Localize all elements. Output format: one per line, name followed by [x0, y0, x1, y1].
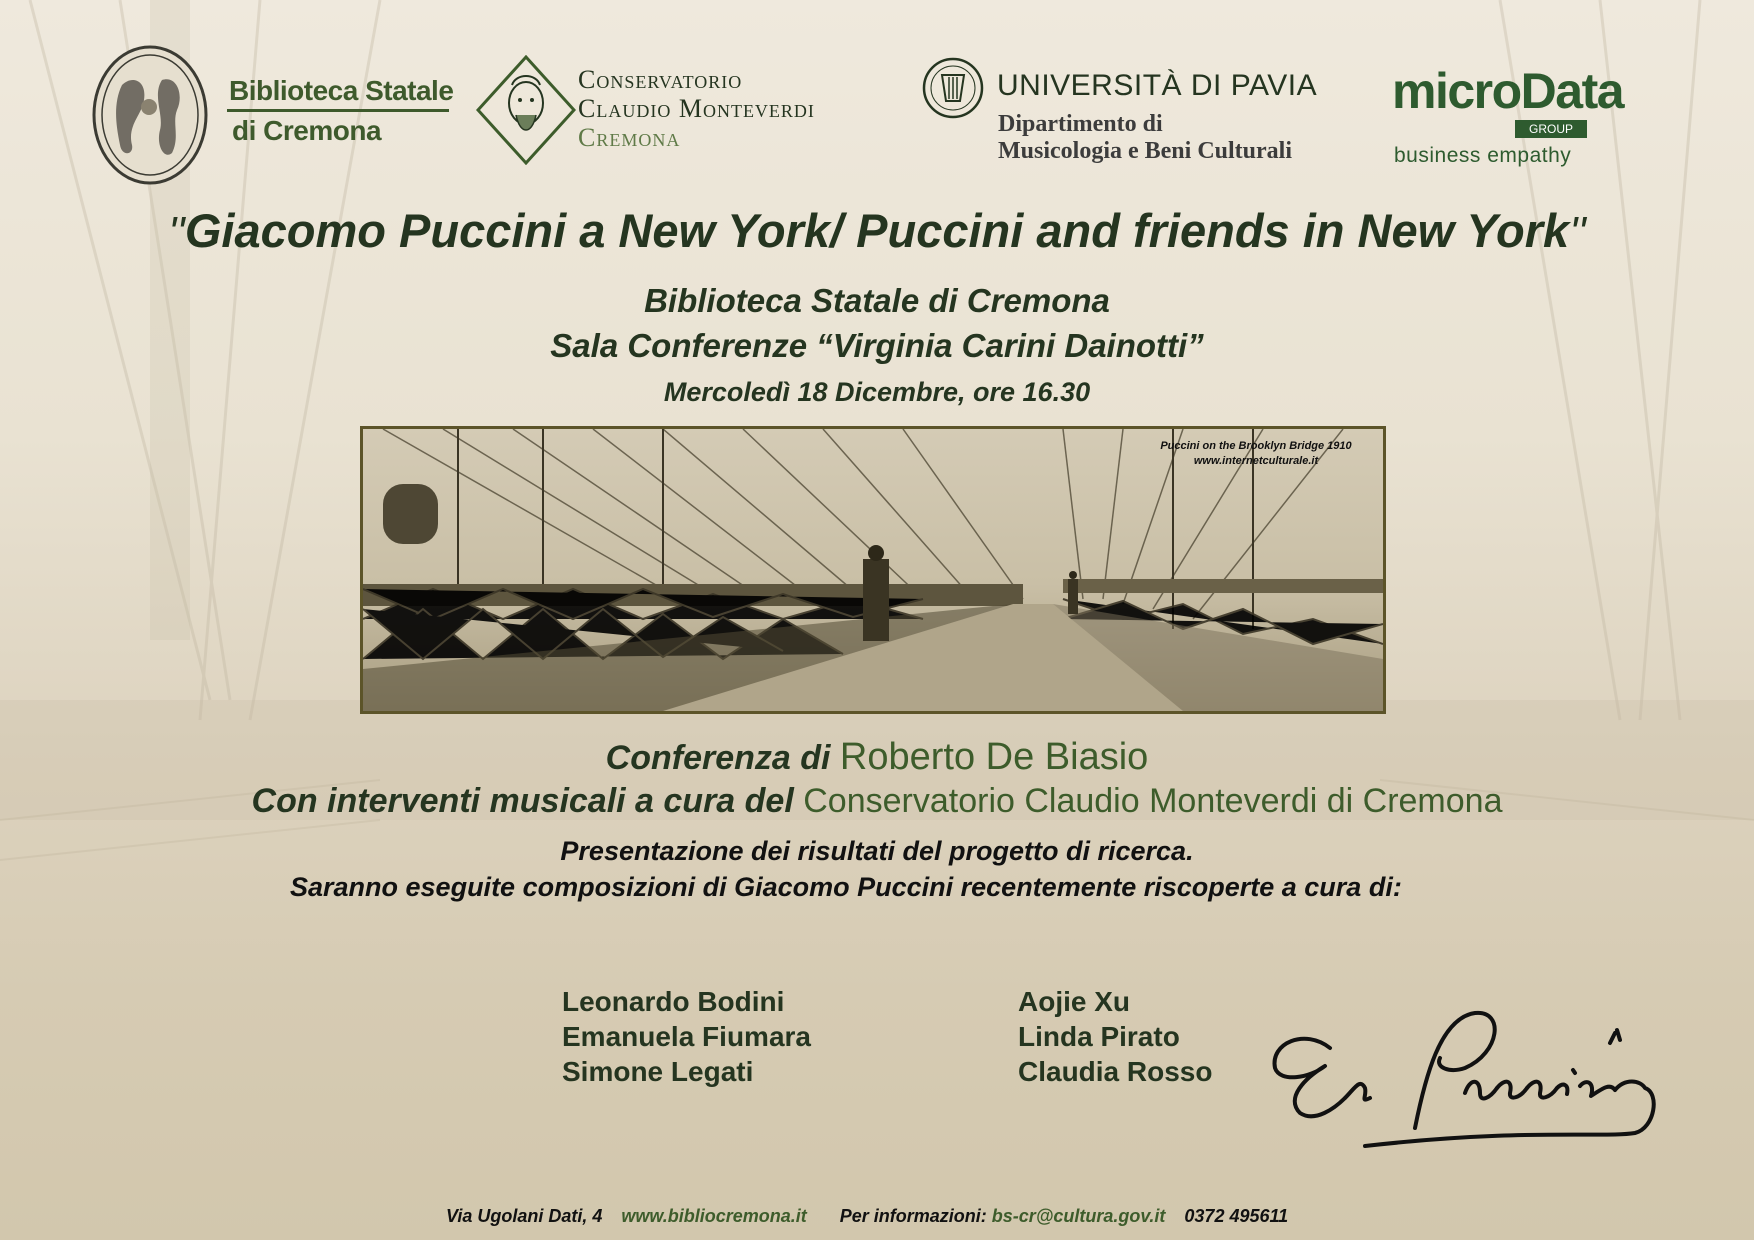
footer-phone: 0372 495611	[1184, 1206, 1289, 1226]
event-title-text: Giacomo Puccini a New York/ Puccini and friends in New York	[184, 204, 1570, 257]
photo-caption-line1: Puccini on the Brooklyn Bridge 1910	[1160, 440, 1352, 452]
conservatorio-line1: Conservatorio	[578, 65, 743, 94]
photo-caption	[1141, 439, 1371, 469]
title-quote-close: ''	[1569, 208, 1586, 257]
biblioteca-logo	[92, 45, 452, 190]
performer-name: Claudia Rosso	[1018, 1056, 1213, 1087]
performer-name: Aojie Xu	[1018, 986, 1131, 1017]
conservatorio-logo	[476, 55, 876, 175]
pavia-dept-line1: Dipartimento di	[998, 111, 1163, 137]
venue-line1: Biblioteca Statale di Cremona	[644, 282, 1110, 319]
compositions-line: Saranno eseguite composizioni di Giacomo Puccini recentemente riscoperte a cura di:	[290, 872, 1402, 902]
venue-line2: Sala Conferenze “Virginia Carini Dainotti”	[550, 327, 1204, 364]
speaker-name: Roberto De Biasio	[839, 736, 1149, 778]
event-title	[0, 203, 1754, 258]
music-organization: Conservatorio Claudio Monteverdi di Cremona	[803, 782, 1503, 820]
performers-right	[1018, 984, 1212, 1089]
event-datetime: Mercoledì 18 Dicembre, ore 16.30	[663, 377, 1091, 407]
conservatorio-line2: Claudio Monteverdi	[578, 94, 815, 123]
microdata-group-badge: GROUP	[1515, 120, 1587, 138]
puccini-signature-icon	[1265, 998, 1715, 1158]
biblioteca-name-line2: di Cremona	[232, 115, 382, 146]
pavia-dept-line2: Musicologia e Beni Culturali	[998, 138, 1292, 164]
performer-name: Emanuela Fiumara	[562, 1021, 811, 1052]
title-quote-open: ''	[168, 208, 185, 257]
biblioteca-rule	[227, 109, 449, 112]
microdata-tagline: business empathy	[1394, 144, 1572, 167]
photo-caption-line2: www.internetculturale.it	[1193, 455, 1319, 467]
biblioteca-seal-icon	[92, 45, 212, 185]
bridge-photo-illustration	[363, 429, 1383, 711]
pavia-seal-icon	[922, 57, 984, 119]
pavia-university-name: UNIVERSITÀ DI PAVIA	[997, 69, 1318, 102]
footer-website-link[interactable]: www.bibliocremona.it	[621, 1206, 807, 1226]
monteverdi-portrait-icon	[476, 55, 576, 165]
footer	[446, 1206, 1288, 1227]
microdata-logo	[1392, 62, 1662, 172]
microdata-name: microData	[1392, 63, 1624, 119]
conservatorio-line3: Cremona	[578, 123, 681, 152]
footer-address: Via Ugolani Dati, 4	[446, 1206, 603, 1226]
music-line	[0, 782, 1754, 821]
performer-name: Linda Pirato	[1018, 1021, 1180, 1052]
performer-name: Simone Legati	[562, 1056, 754, 1087]
conference-prefix: Conferenza di	[605, 739, 840, 777]
footer-email-link[interactable]: bs-cr@cultura.gov.it	[991, 1206, 1166, 1226]
performer-name: Leonardo Bodini	[562, 986, 785, 1017]
performers-left	[562, 984, 811, 1089]
presentation-line: Presentazione dei risultati del progetto di ricerca.	[560, 836, 1194, 866]
pavia-logo	[922, 55, 1342, 175]
music-prefix: Con interventi musicali a cura del	[251, 782, 804, 820]
conference-line	[0, 736, 1754, 779]
bridge-photo	[360, 426, 1386, 714]
biblioteca-name-line1: Biblioteca Statale	[229, 75, 454, 106]
footer-info-label: Per informazioni:	[839, 1206, 987, 1226]
